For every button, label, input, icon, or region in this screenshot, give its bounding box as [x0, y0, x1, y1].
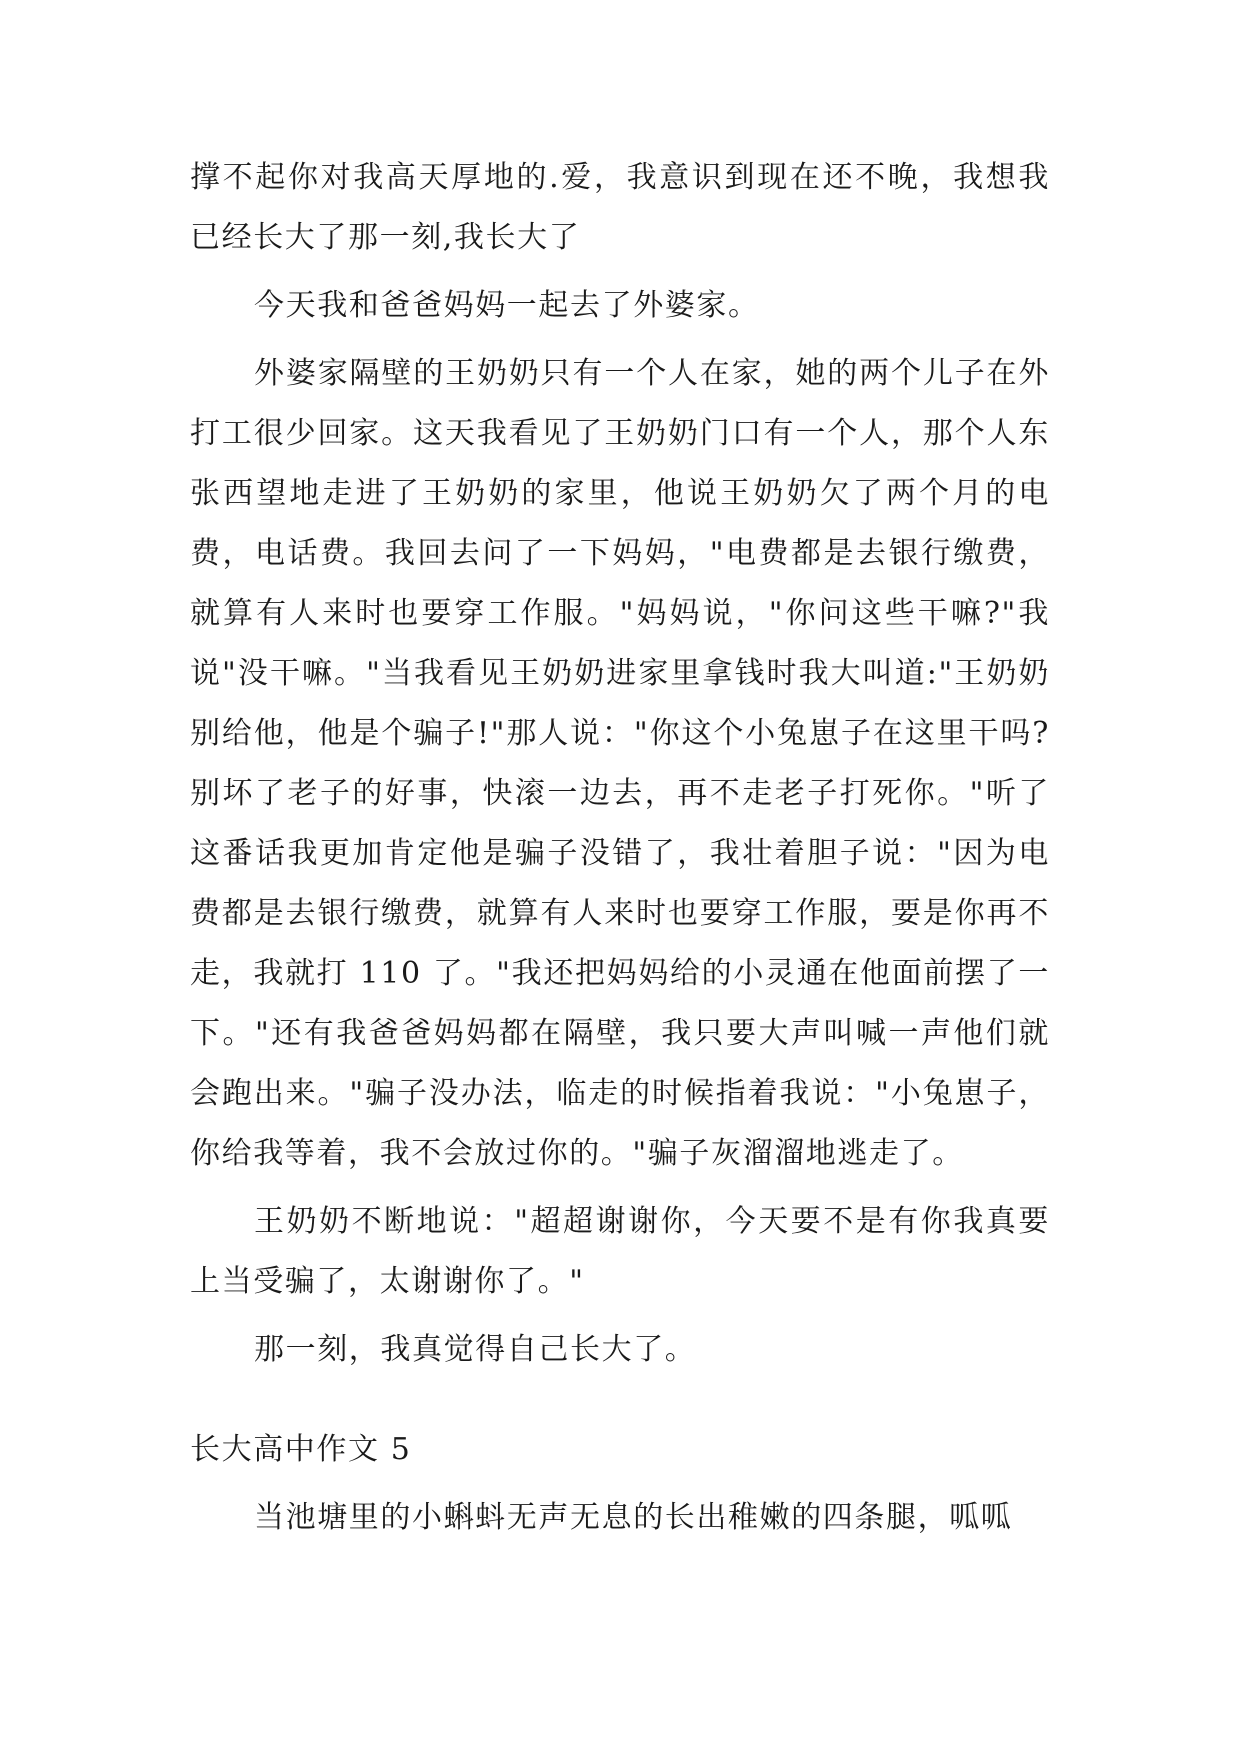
paragraph: 当池塘里的小蝌蚪无声无息的长出稚嫩的四条腿，呱呱	[254, 1500, 1013, 1535]
paragraph: 外婆家隔壁的王奶奶只有一个人在家，她的两个儿子在外打工很少回家。这天我看见了王奶奶门口有一个人，那个人东张西望地走进了王奶奶的家里，他说王奶奶欠了两个月的电费，电话费。我回去问了一下妈妈，"电费都是去银行缴费，就算有人来时也要穿工作服。"妈妈说，"你问这些干嘛?"我说"没干嘛。"当我看见王奶奶进家里拿钱时我大叫道:"王奶奶别给他，他是个骗子!"那人说："你这个小兔崽子在这里干吗?别坏了老子的好事，快滚一边去，再不走老子打死你。"听了这番话我更加肯定他是骗子没错了，我壮着胆子说："因为电费都是去银行缴费，就算有人来时也要穿工作服，要是你再不走，我就打 110 了。"我还把妈妈给的小灵通在他面前摆了一下。"还有我爸爸妈妈都在隔壁，我只要大声叫喊一声他们就会跑出来。"骗子没办法，临走的时候指着我说："小兔崽子，你给我等着，我不会放过你的。"骗子灰溜溜地逃走了。	[190, 356, 1050, 1171]
document-body	[190, 148, 1050, 1556]
paragraph: 那一刻，我真觉得自己长大了。	[254, 1332, 697, 1367]
section-heading: 长大高中作文 5	[190, 1432, 412, 1467]
paragraph-continuation: 撑不起你对我高天厚地的.爱，我意识到现在还不晚，我想我已经长大了那一刻,我长大了	[190, 160, 1050, 255]
paragraph: 今天我和爸爸妈妈一起去了外婆家。	[254, 288, 760, 323]
paragraph: 王奶奶不断地说："超超谢谢你，今天要不是有你我真要上当受骗了，太谢谢你了。"	[190, 1204, 1050, 1299]
